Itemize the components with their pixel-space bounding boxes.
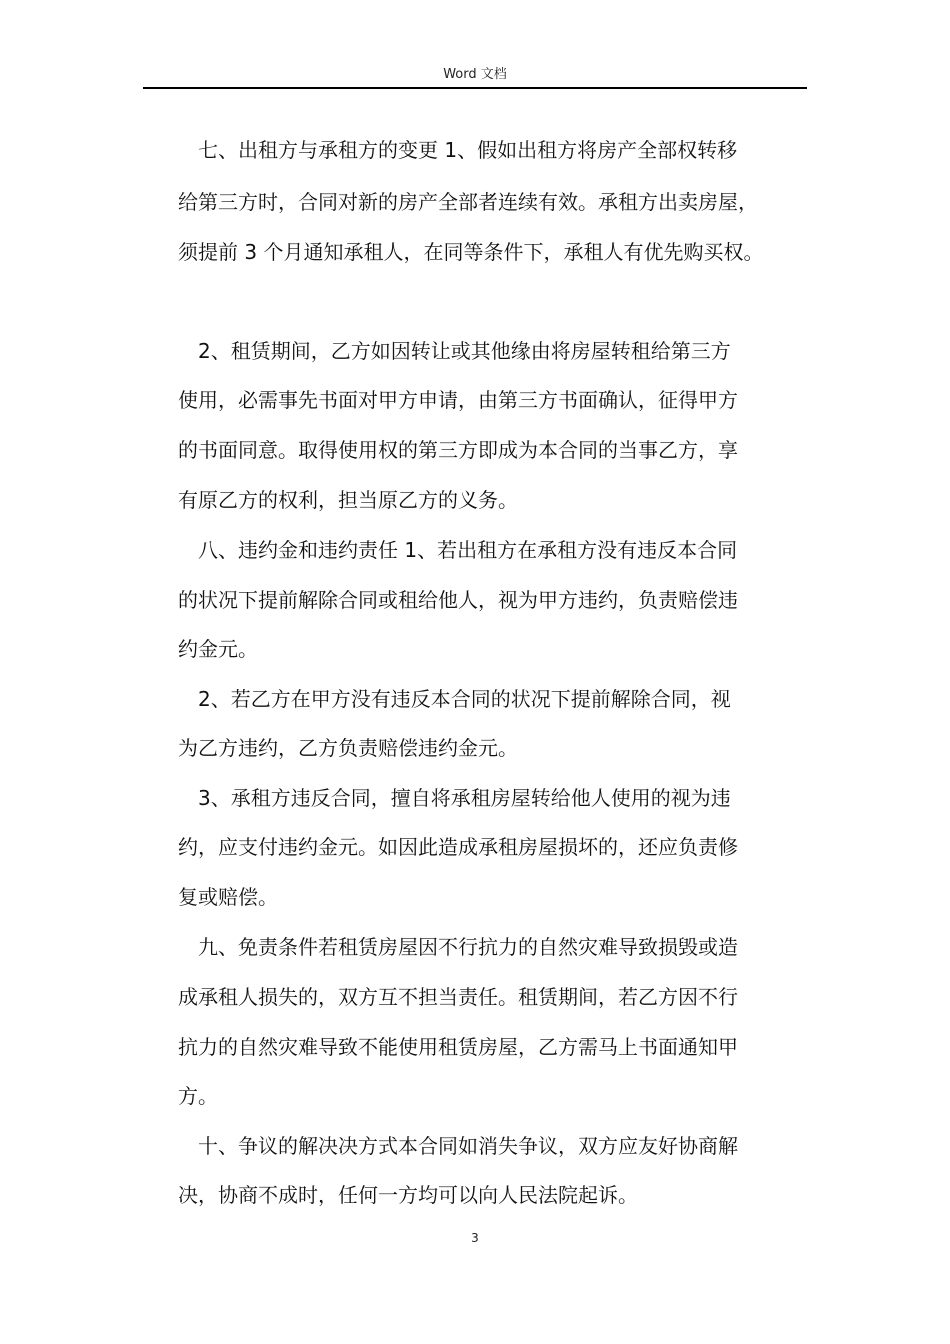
- header-title: Word 文档: [443, 67, 507, 82]
- text-line: 方。: [178, 1084, 218, 1108]
- text-line: 2、若乙方在甲方没有违反本合同的状况下提前解除合同，视: [178, 687, 731, 711]
- text-line: 九、免责条件若租赁房屋因不行抗力的自然灾难导致损毁或造: [178, 935, 738, 959]
- text-line: 约金元。: [178, 637, 258, 661]
- text-line: 2、租赁期间，乙方如因转让或其他缘由将房屋转租给第三方: [178, 339, 731, 363]
- text-line: 给第三方时，合同对新的房产全部者连续有效。承租方出卖房屋，: [178, 190, 758, 214]
- text-line: 成承租人损失的，双方互不担当责任。租赁期间，若乙方因不行: [178, 985, 738, 1009]
- text-line: 约，应支付违约金元。如因此造成承租房屋损坏的，还应负责修: [178, 835, 738, 859]
- text-line: 决，协商不成时，任何一方均可以向人民法院起诉。: [178, 1183, 638, 1207]
- text-line: 七、出租方与承租方的变更 1、假如出租方将房产全部权转移: [178, 138, 738, 162]
- text-line: 十、争议的解决决方式本合同如消失争议，双方应友好协商解: [178, 1134, 738, 1158]
- text-line: 八、违约金和违约责任 1、若出租方在承租方没有违反本合同: [178, 538, 738, 562]
- header-divider: [143, 87, 807, 89]
- text-line: 使用，必需事先书面对甲方申请，由第三方书面确认，征得甲方: [178, 388, 738, 412]
- text-line: 为乙方违约，乙方负责赔偿违约金元。: [178, 736, 518, 760]
- text-line: 有原乙方的权利，担当原乙方的义务。: [178, 488, 518, 512]
- text-line: 抗力的自然灾难导致不能使用租赁房屋，乙方需马上书面通知甲: [178, 1035, 738, 1059]
- text-line: 复或赔偿。: [178, 885, 278, 909]
- page-number: 3: [471, 1231, 479, 1245]
- text-line: 的状况下提前解除合同或租给他人，视为甲方违约，负责赔偿违: [178, 588, 738, 612]
- text-line: 的书面同意。取得使用权的第三方即成为本合同的当事乙方，享: [178, 438, 738, 462]
- text-line: 须提前 3 个月通知承租人，在同等条件下，承租人有优先购买权。: [178, 240, 764, 264]
- text-line: 3、承租方违反合同，擅自将承租房屋转给他人使用的视为违: [178, 786, 731, 810]
